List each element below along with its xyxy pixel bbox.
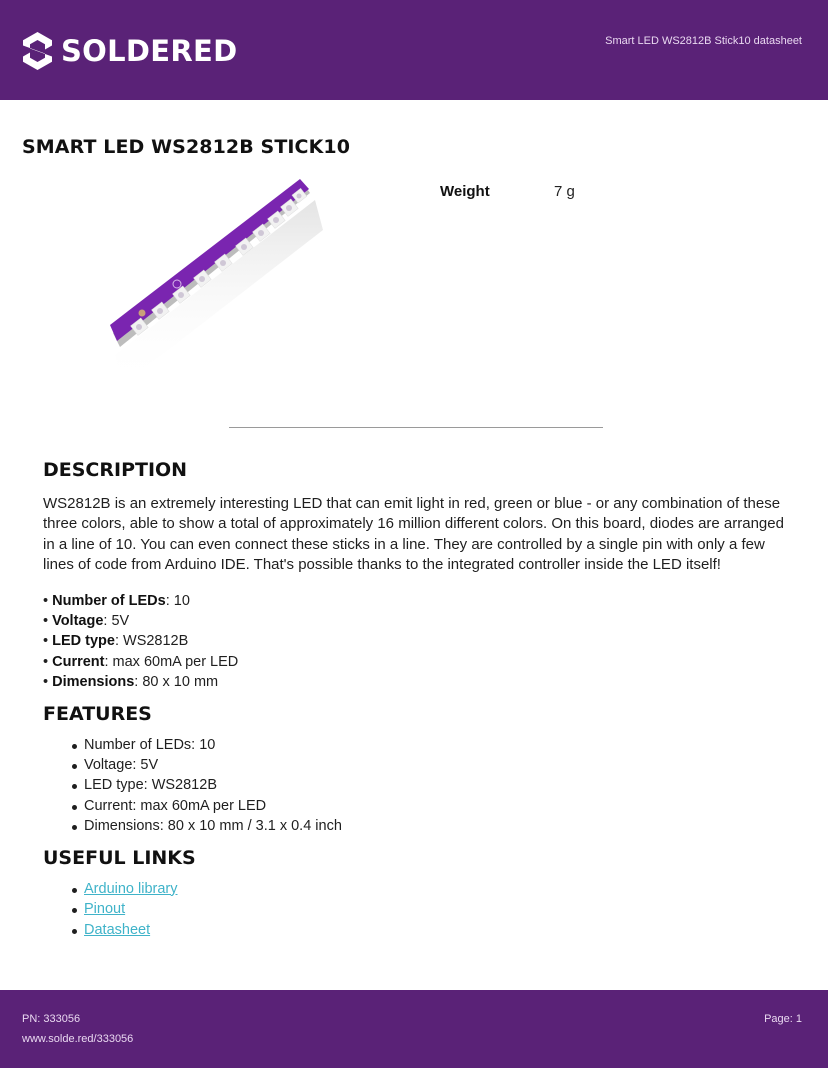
document-title: Smart LED WS2812B Stick10 datasheet: [605, 35, 802, 47]
key-spec-label: Voltage: [52, 613, 104, 630]
page-footer: [0, 990, 828, 1068]
key-spec-item: • Current: max 60mA per LED: [43, 653, 239, 670]
key-spec-label: Current: [52, 653, 105, 670]
description-text: WS2812B is an extremely interesting LED that can emit light in red, green or blue - or any combination of these three colors, able to show a total of approximately 16 million different colors. On this board, diodes are arranged in a line of 10. You can even connect these sticks in a line. They are controlled by a single pin with only a few lines of code from Arduino IDE. That's possible thanks to the integrated controller inside the LED itself!: [43, 495, 784, 574]
product-image: [105, 175, 335, 395]
brand-name: SOLDERED: [61, 34, 238, 68]
spec-row-weight: [440, 183, 575, 200]
feature-item: LED type: WS2812B: [72, 775, 793, 795]
useful-links-list: [43, 879, 793, 940]
key-spec-label: Number of LEDs: [52, 592, 166, 609]
product-title: SMART LED WS2812B STICK10: [22, 136, 351, 158]
key-spec-value: : 80 x 10 mm: [134, 674, 219, 691]
key-spec-item: • Number of LEDs: 10: [43, 592, 190, 609]
key-spec-value: : WS2812B: [114, 633, 189, 650]
product-url: www.solde.red/333056: [22, 1033, 134, 1045]
spec-key: Weight: [440, 183, 490, 200]
part-number: PN: 333056: [22, 1013, 81, 1025]
feature-item: Number of LEDs: 10: [72, 735, 793, 755]
soldered-logo-icon: [21, 31, 54, 71]
page-number: Page: 1: [764, 1013, 802, 1025]
section-divider: [229, 427, 603, 428]
key-spec-value: : max 60mA per LED: [104, 653, 239, 670]
key-spec-item: • Voltage: 5V: [43, 613, 130, 630]
pinout-link[interactable]: Pinout: [84, 901, 126, 918]
brand-logo: [21, 31, 238, 71]
link-item: [72, 920, 793, 940]
key-spec-item: • Dimensions: 80 x 10 mm: [43, 674, 219, 691]
key-spec-label: Dimensions: [52, 674, 135, 691]
link-item: [72, 879, 793, 899]
key-spec-value: : 5V: [103, 613, 130, 630]
key-spec-value: : 10: [165, 592, 190, 609]
feature-item: Current: max 60mA per LED: [72, 796, 793, 816]
feature-item: Dimensions: 80 x 10 mm / 3.1 x 0.4 inch: [72, 816, 793, 836]
arduino-library-link[interactable]: Arduino library: [84, 880, 178, 897]
description-heading: DESCRIPTION: [43, 459, 188, 481]
features-list: [43, 735, 793, 837]
feature-item: Voltage: 5V: [72, 755, 793, 775]
features-heading: FEATURES: [43, 702, 152, 725]
useful-links-heading: USEFUL LINKS: [43, 846, 196, 869]
main-content: [43, 456, 793, 940]
spec-table: [440, 183, 575, 200]
link-item: [72, 899, 793, 919]
key-specs-list: [43, 591, 793, 693]
page-header: [0, 0, 828, 100]
key-spec-item: • LED type: WS2812B: [43, 633, 189, 650]
key-spec-label: LED type: [52, 633, 115, 650]
datasheet-link[interactable]: Datasheet: [84, 921, 151, 938]
spec-value: 7 g: [554, 183, 575, 200]
